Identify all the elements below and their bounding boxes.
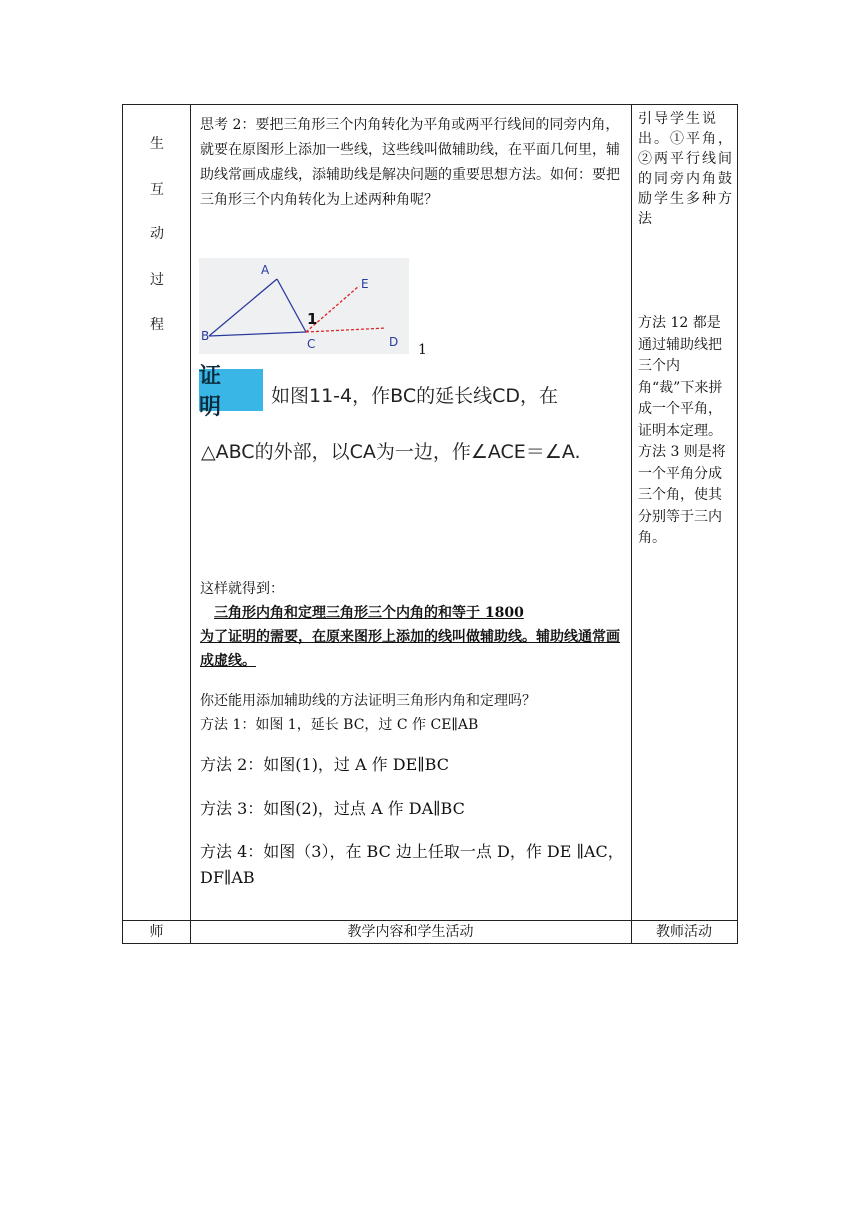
label-d: D: [389, 335, 399, 349]
proof-line-2: △ABC的外部，以CA为一边，作∠ACE＝∠A.: [201, 441, 581, 463]
method-1: 方法 1：如图 1，延长 BC，过 C 作 CE∥AB: [200, 717, 479, 733]
side-char-1: 生: [150, 136, 164, 152]
lesson-table: [122, 104, 738, 944]
footer-content-cell: 教学内容和学生活动: [347, 924, 474, 940]
side-char-3: 动: [150, 226, 164, 242]
proof-line-1: 如图11-4，作BC的延长线CD，在: [271, 385, 558, 407]
so-obtain-text: 这样就得到：: [200, 581, 284, 597]
teacher-note-2: 方法 12 都是通过辅助线把三个内角“裁”下来拼成一个平角，证明本定理。方法 3 则是将一个平角分成三个角，使其分别等于三内角。: [638, 315, 726, 546]
side-char-5: 程: [150, 317, 164, 333]
footer-activity-cell: 教师活动: [656, 924, 712, 940]
label-e: E: [361, 277, 369, 291]
label-c: C: [307, 337, 316, 351]
side-char-4: 过: [150, 272, 164, 288]
footer-teacher-cell: 师: [149, 924, 164, 940]
side-char-2: 互: [150, 182, 164, 198]
proof-banner: 证 明: [199, 369, 263, 411]
angle-1-label: 1: [307, 310, 318, 328]
triangle-diagram: [199, 258, 409, 354]
label-a: A: [261, 263, 270, 277]
aux-line-definition: 为了证明的需要，在原来图形上添加的线叫做辅助线。辅助线通常画成虚线。: [200, 629, 620, 669]
question-text: 你还能用添加辅助线的方法证明三角形内角和定理吗？: [200, 693, 536, 709]
theorem-statement: 三角形内角和定理三角形三个内角的和等于 1800: [214, 605, 524, 621]
method-4: 方法 4：如图（3），在 BC 边上任取一点 D，作 DE ∥AC，DF∥AB: [200, 842, 624, 887]
method-3: 方法 3：如图(2)，过点 A 作 DA∥BC: [200, 799, 465, 818]
method-2: 方法 2：如图(1)，过 A 作 DE∥BC: [200, 755, 449, 774]
teacher-note-1: 引导学生说出。①平角，②两平行线间的同旁内角鼓励学生多种方法: [638, 111, 734, 227]
intro-paragraph: 思考 2：要把三角形三个内角转化为平角或两平行线间的同旁内角，就要在原图形上添加一些线，这些线叫做辅助线，在平面几何里，辅助线常画成虚线，添辅助线是解决问题的重要思想方法。如何：要把三角形三个内角转化为上述两种角呢？: [200, 117, 620, 208]
figure-caption: 1: [418, 342, 427, 358]
label-b: B: [201, 329, 210, 343]
triangle-figure: [199, 258, 409, 354]
